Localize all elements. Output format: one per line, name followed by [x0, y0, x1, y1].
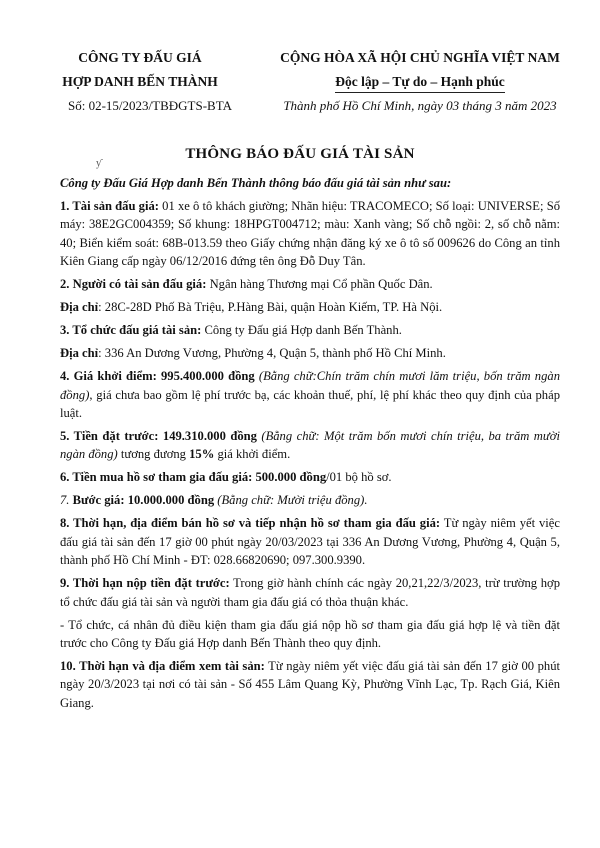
section-9-text: Trong giờ hành chính các ngày 20,21,22/3/2023, trừ trường hợp tổ chức đấu giá tài sản và người tham gia đấu giá có thỏa thuận khác.: [60, 576, 560, 609]
section-5-words: (Bằng chữ: Một trăm bốn mươi chín triệu, ba trăm mười ngàn đồng): [60, 429, 560, 462]
section-5-label: 5. Tiền đặt trước: 149.310.000 đồng: [60, 429, 257, 444]
section-5-deposit: [60, 427, 560, 464]
intro-line: Công ty Đấu Giá Hợp danh Bến Thành thông báo đấu giá tài sản như sau:: [60, 176, 452, 190]
section-7-bid-step: [60, 491, 560, 509]
document-body: [60, 174, 560, 717]
section-8-label: 8. Thời hạn, địa điểm bán hồ sơ và tiếp nhận hồ sơ tham gia đấu giá:: [60, 516, 441, 531]
company-name-line2: HỢP DANH BẾN THÀNH: [62, 74, 218, 89]
section-8-text: Từ ngày niêm yết việc đấu giá tài sản đến 17 giờ 00 phút ngày 20/03/2023 tại 336 An Dương Vương, Phường 4, Quận 5, thành phố Hồ Chí Minh - ĐT: 028.66820690; 097.300.9390.: [60, 516, 560, 568]
section-3-label: 3. Tổ chức đấu giá tài sản:: [60, 323, 202, 338]
document-title: THÔNG BÁO ĐẤU GIÁ TÀI SẢN: [185, 146, 415, 162]
section-6-label: 6. Tiền mua hồ sơ tham gia đấu giá: 500.000 đồng: [60, 470, 327, 485]
section-9-note: - Tổ chức, cá nhân đủ điều kiện tham gia đấu giá nộp hồ sơ tham gia đấu giá hợp lệ và tiền đặt trước cho Công ty Đấu giá Hợp danh Bến Thành theo quy định.: [60, 617, 560, 651]
section-7-label: Bước giá: 10.000.000 đồng: [72, 493, 215, 508]
section-3-address-text: : 336 An Dương Vương, Phường 4, Quận 5, thành phố Hồ Chí Minh.: [98, 346, 446, 361]
section-1-asset: [60, 197, 560, 271]
section-3-organizer: [60, 321, 560, 339]
section-8-dossier-sale: [60, 514, 560, 569]
section-9-deposit-deadline: [60, 574, 560, 611]
section-2-address: [60, 298, 560, 316]
pen-mark: ƴ: [96, 158, 101, 169]
section-4-words: (Bằng chữ:Chín trăm chín mươi lăm triệu, bốn trăm ngàn đồng): [60, 369, 560, 402]
section-3-address-label: Địa chỉ: [60, 346, 99, 361]
section-2-owner: [60, 275, 560, 293]
company-name-line1: CÔNG TY ĐẤU GIÁ: [78, 50, 202, 65]
section-6-dossier-fee: [60, 468, 560, 486]
section-9-label: 9. Thời hạn nộp tiền đặt trước:: [60, 576, 230, 591]
section-3-text: Công ty Đấu giá Hợp danh Bến Thành.: [201, 323, 402, 338]
section-4-label: 4. Giá khởi điểm: 995.400.000 đồng: [60, 369, 255, 384]
section-4-starting-price: [60, 367, 560, 422]
section-7-words: (Bằng chữ: Mười triệu đồng).: [214, 493, 368, 508]
section-2-address-label: Địa chỉ: [60, 300, 99, 315]
section-5-text2: giá khởi điểm.: [214, 447, 291, 462]
place-and-date: Thành phố Hồ Chí Minh, ngày 03 tháng 3 năm 2023: [283, 98, 557, 113]
section-3-address: [60, 344, 560, 362]
section-1-text: 01 xe ô tô khách giường; Nhãn hiệu: TRACOMECO; Số loại: UNIVERSE; Số máy: 38E2GC004359; Số khung: 18HPGT004712; màu: Xanh vàng; Số chỗ ngồi: 2, số chỗ nằm: 40; Biển kiểm soát: 68B-013.59 theo Giấy chứng nhận đăng ký xe ô tô số 009626 do Công an tỉnh Kiên Giang cấp ngày 06/12/2016 đứng tên ông Đỗ Duy Tân.: [60, 199, 560, 269]
national-header: [262, 46, 578, 94]
section-2-address-text: : 28C-28D Phố Bà Triệu, P.Hàng Bài, quận Hoàn Kiếm, TP. Hà Nội.: [98, 300, 443, 315]
section-6-text: /01 bộ hồ sơ.: [326, 470, 392, 485]
section-4-text: , giá chưa bao gồm lệ phí trước bạ, các khoản thuế, phí, lệ phí khác theo quy định của pháp luật.: [60, 387, 560, 421]
section-5-text1: tương đương: [117, 447, 190, 462]
section-1-label: 1. Tài sản đấu giá:: [60, 199, 159, 213]
section-2-label: 2. Người có tài sản đấu giá:: [60, 277, 207, 292]
section-10-label: 10. Thời hạn và địa điểm xem tài sản:: [60, 659, 265, 674]
document-number: Số: 02-15/2023/TBĐGTS-BTA: [68, 98, 232, 113]
section-5-percent: 15%: [189, 447, 215, 462]
section-10-text: Từ ngày niêm yết việc đấu giá tài sản đến 17 giờ 00 phút ngày 20/3/2023 tại nơi có tài sản - Số 455 Lâm Quang Kỳ, Phường Vĩnh Lạc, Tp. Rạch Giá, Kiên Giang.: [60, 659, 560, 710]
section-2-text: Ngân hàng Thương mại Cổ phần Quốc Dân.: [206, 277, 433, 292]
company-header: [40, 46, 240, 94]
national-motto: Độc lập – Tự do – Hạnh phúc: [335, 73, 505, 93]
section-10-viewing: [60, 657, 560, 712]
section-7-number: 7.: [60, 493, 73, 508]
country-name: CỘNG HÒA XÃ HỘI CHỦ NGHĨA VIỆT NAM: [280, 50, 560, 65]
